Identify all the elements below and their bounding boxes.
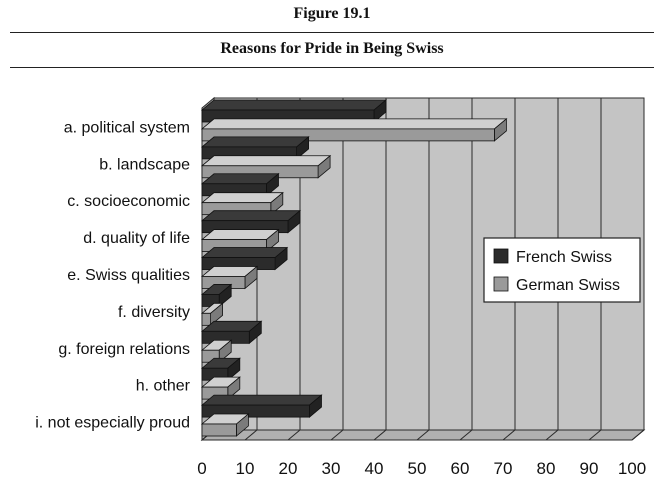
category-label: b. landscape — [99, 156, 190, 174]
category-label: e. Swiss qualities — [67, 267, 190, 284]
x-tick-label: 30 — [321, 459, 341, 478]
x-tick-label: 50 — [407, 459, 427, 478]
x-tick-label: 100 — [617, 459, 647, 478]
bar-french-top — [202, 174, 279, 184]
category-label: a. political system — [63, 119, 190, 137]
x-tick-label: 80 — [536, 459, 556, 478]
bar-french-top — [202, 137, 309, 147]
x-tick-label: 70 — [493, 459, 513, 478]
legend-swatch — [494, 249, 508, 263]
bar-german — [202, 424, 236, 436]
bar-german-top — [202, 119, 506, 129]
bar-german-top — [202, 193, 283, 203]
category-label: f. diversity — [117, 303, 190, 321]
bar-german — [202, 313, 211, 325]
x-tick-label: 0 — [197, 459, 207, 478]
category-label: c. socioeconomic — [67, 193, 190, 211]
bar-french-top — [202, 211, 300, 221]
x-tick-label: 10 — [235, 459, 255, 478]
legend-label: German Swiss — [516, 277, 621, 294]
bar-french-top — [202, 100, 386, 110]
x-tick-label: 20 — [278, 459, 298, 478]
bar-french-top — [202, 248, 287, 258]
figure-title: Reasons for Pride in Being Swiss — [220, 40, 444, 57]
category-label: d. quality of life — [83, 230, 190, 248]
x-tick-label: 60 — [450, 459, 470, 478]
bar-french-top — [202, 395, 322, 405]
figure-number: Figure 19.1 — [293, 5, 371, 22]
bar-german-top — [202, 156, 330, 166]
category-label: i. not especially proud — [35, 414, 190, 432]
legend-label: French Swiss — [516, 249, 613, 266]
x-tick-label: 90 — [579, 459, 599, 478]
x-tick-label: 40 — [364, 459, 384, 478]
bar-german-top — [202, 230, 279, 240]
category-label: g. foreign relations — [58, 340, 190, 358]
category-label: h. other — [135, 377, 190, 395]
legend-swatch — [494, 277, 508, 291]
